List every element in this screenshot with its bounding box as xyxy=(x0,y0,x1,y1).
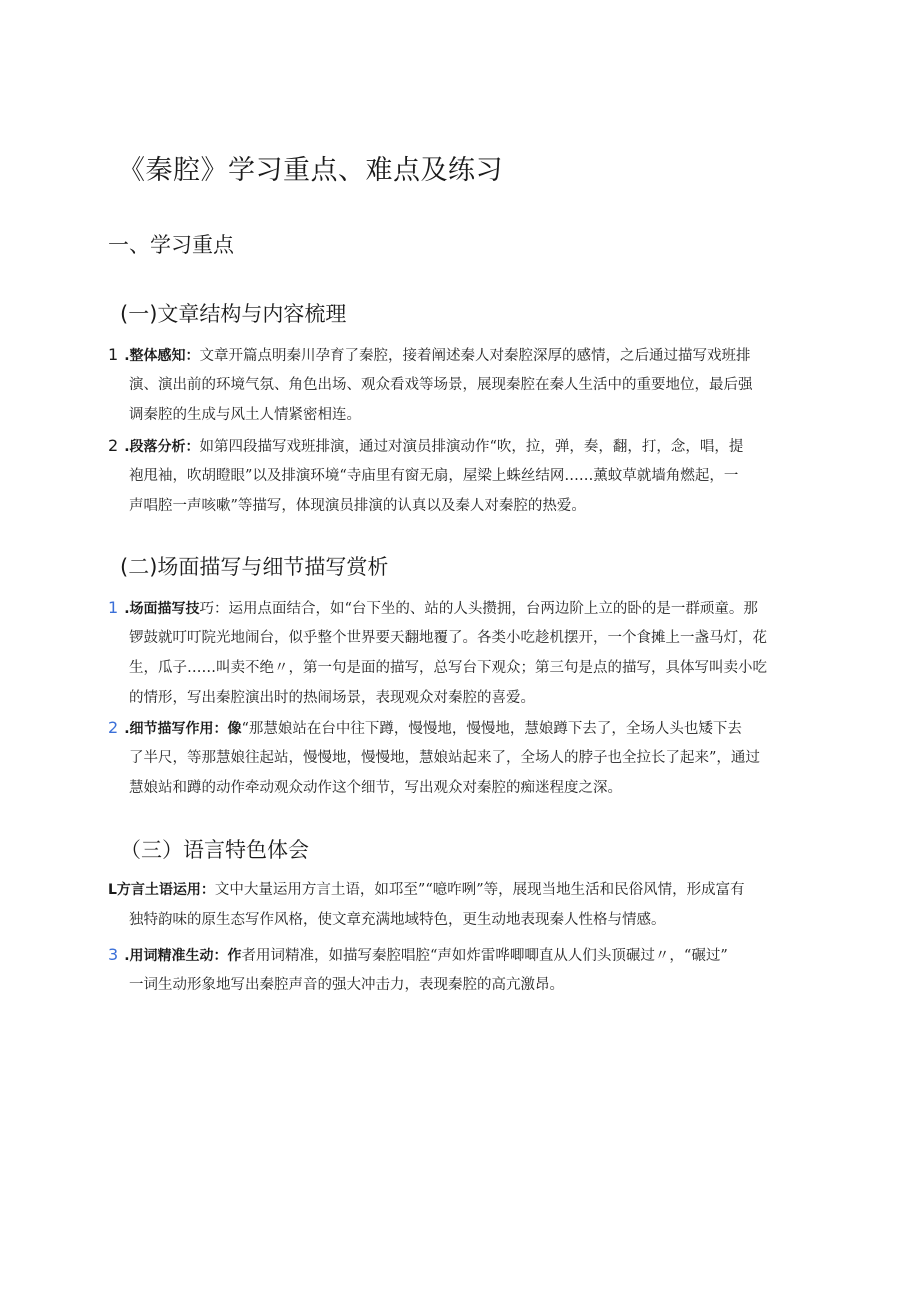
item-lead: .场面描写技 xyxy=(124,601,200,617)
item-lead: L方言土语运用： xyxy=(108,882,215,898)
item-number: 3 xyxy=(108,945,119,964)
item-lead: .细节描写作用：像 xyxy=(124,721,242,737)
item-text-line: 巧：运用点面结合，如“台下坐的、站的人头攒拥，台两边阶上立的卧的是一群顽童。那 xyxy=(199,601,758,617)
list-item xyxy=(108,431,828,521)
list-item xyxy=(108,875,828,935)
list-item xyxy=(108,593,828,713)
item-number: 2 xyxy=(108,718,119,737)
section-heading-study-focus: 一、学习重点 xyxy=(108,233,234,257)
item-text-line: 调秦腔的生成与风土人情紧密相连。 xyxy=(129,407,361,423)
item-text-line: 了半尺，等那慧娘往起站，慢慢地，慢慢地，慧娘站起来了，全场人的脖子也全拉长了起来”，通过 xyxy=(129,750,760,766)
item-lead: .段落分析： xyxy=(124,439,200,455)
subsection-heading-structure: (一)文章结构与内容梳理 xyxy=(120,302,347,326)
item-text-line: 的情形，写出秦腔演出时的热闹场景，表现观众对秦腔的喜爱。 xyxy=(129,690,535,706)
item-text-line: 声唱腔一声咳嗽”等描写，体现演员排演的认真以及秦人对秦腔的热爱。 xyxy=(129,498,586,514)
item-text-line: 生，瓜子……叫卖不绝〃，第一句是面的描写，总写台下观众；第三句是点的描写，具体写叫卖小吃 xyxy=(129,660,767,676)
item-number: 1 xyxy=(108,345,119,364)
item-text-line: 演、演出前的环境气氛、角色出场、观众看戏等场景，展现秦腔在秦人生活中的重要地位，最后强 xyxy=(129,377,753,393)
item-lead: .整体感知： xyxy=(124,348,200,364)
list-item xyxy=(108,340,828,430)
list-item xyxy=(108,713,828,803)
item-text-line: 文中大量运用方言土语，如邛至”“噫咋咧”等，展现当地生活和民俗风情，形成富有 xyxy=(214,882,745,898)
item-text-line: 一词生动形象地写出秦腔声音的强大冲击力，表现秦腔的高亢激昂。 xyxy=(129,977,564,993)
item-text-line: 慧娘站和蹲的动作牵动观众动作这个细节，写出观众对秦腔的痴迷程度之深。 xyxy=(129,780,622,796)
item-text-line: 如第四段描写戏班排演，通过对演员排演动作“吹，拉，弹，奏，翻，打，念，唱，提 xyxy=(199,439,744,455)
item-text-line: 独特韵味的原生态写作风格，使文章充满地域特色，更生动地表现秦人性格与情感。 xyxy=(129,912,666,928)
item-lead: .用词精准生动：作 xyxy=(124,948,242,964)
list-item xyxy=(108,940,828,1000)
item-number: 1 xyxy=(108,598,119,617)
subsection-heading-language: （三）语言特色体会 xyxy=(120,838,309,862)
item-text-line: 锣鼓就叮叮院光地闹台，似乎整个世界要天翻地覆了。各类小吃趁机摆开，一个食摊上一盏马灯，花 xyxy=(129,630,767,646)
item-text-line: 文章开篇点明秦川孕育了秦腔，接着阐述秦人对秦腔深厚的感情，之后通过描写戏班排 xyxy=(199,348,751,364)
item-number: 2 xyxy=(108,436,119,455)
item-text-line: “那慧娘站在台中往下蹲，慢慢地，慢慢地，慧娘蹲下去了，全场人头也矮下去 xyxy=(241,721,742,737)
item-text-line: 袍甩袖，吹胡瞪眼”以及排演环境“寺庙里有窗无扇，屋梁上蛛丝结网……薰蚊草就墙角燃起，一 xyxy=(129,468,739,484)
page-title: 《秦腔》学习重点、难点及练习 xyxy=(118,155,503,186)
subsection-heading-scene-detail: (二)场面描写与细节描写赏析 xyxy=(120,555,389,579)
item-text-line: 者用词精准，如描写秦腔唱腔“声如炸雷哗唧唧直从人们头顶碾过〃，“碾过” xyxy=(241,948,728,964)
